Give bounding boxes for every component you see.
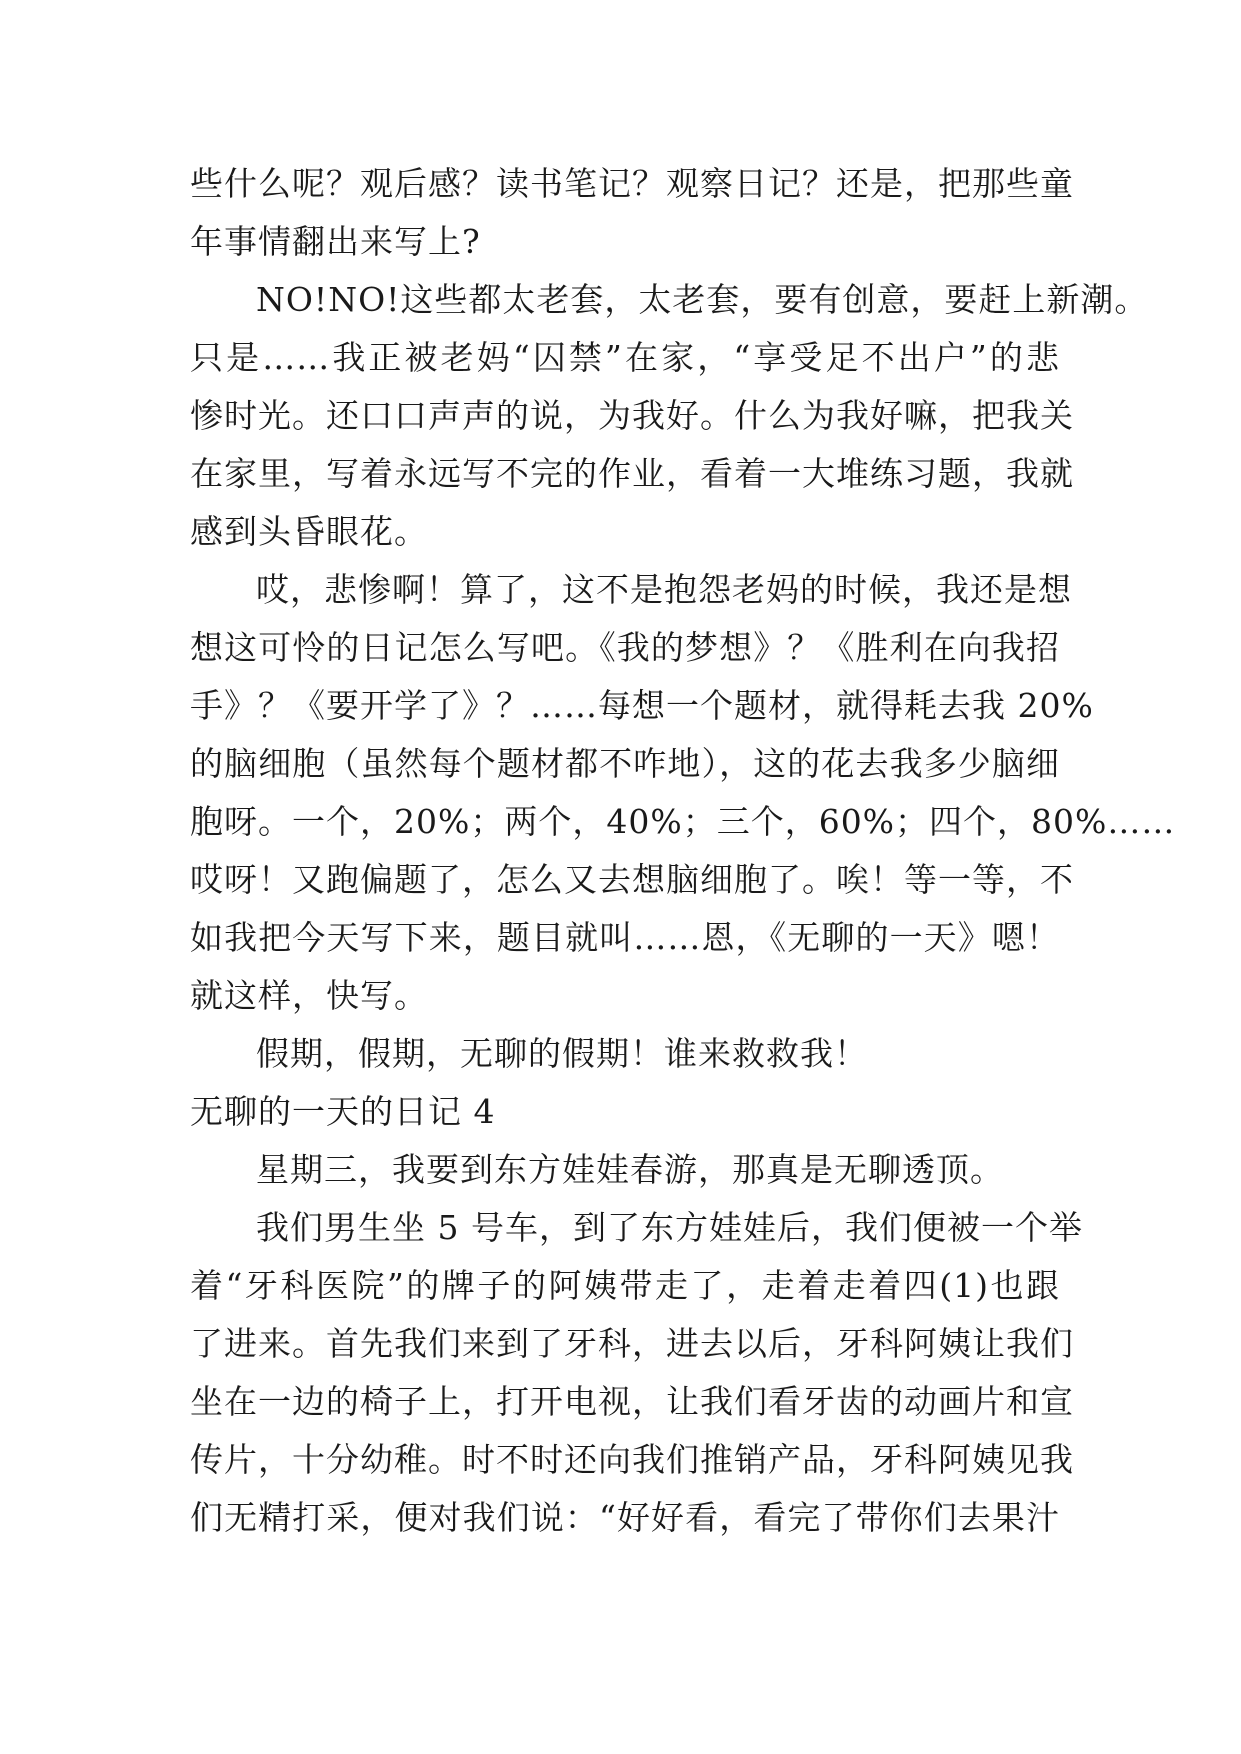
text-line: 手》？《要开学了》？……每想一个题材，就得耗去我 20%	[190, 686, 1094, 725]
paragraph-start-line: 假期，假期，无聊的假期！谁来救救我！	[256, 1034, 868, 1073]
paragraph-start-line: 哎，悲惨啊！算了，这不是抱怨老妈的时候，我还是想	[256, 570, 1072, 609]
paragraph-start-line: NO!NO!这些都太老套，太老套，要有创意，要赶上新潮。	[256, 280, 1149, 319]
text-line: 些什么呢？观后感？读书笔记？观察日记？还是，把那些童	[190, 164, 1074, 203]
text-line: 在家里，写着永远写不完的作业，看着一大堆练习题，我就	[190, 454, 1074, 493]
section-title: 无聊的一天的日记 4	[190, 1092, 496, 1131]
text-line: 坐在一边的椅子上，打开电视，让我们看牙齿的动画片和宣	[190, 1382, 1074, 1421]
text-line: 只是……我正被老妈“囚禁”在家，“享受足不出户”的悲	[190, 338, 1060, 377]
text-line: 如我把今天写下来，题目就叫……恩，《无聊的一天》嗯！	[190, 918, 1060, 957]
document-page	[190, 155, 1176, 1547]
paragraph-start-line: 我们男生坐 5 号车，到了东方娃娃后，我们便被一个举	[256, 1208, 1083, 1247]
text-line: 哎呀！又跑偏题了，怎么又去想脑细胞了。唉！等一等，不	[190, 860, 1074, 899]
text-line: 就这样，快写。	[190, 976, 428, 1015]
text-line: 们无精打采，便对我们说：“好好看，看完了带你们去果汁	[190, 1498, 1060, 1537]
text-line: 感到头昏眼花。	[190, 512, 428, 551]
text-line: 着“牙科医院”的牌子的阿姨带走了，走着走着四(1)也跟	[190, 1266, 1060, 1305]
text-line: 惨时光。还口口声声的说，为我好。什么为我好嘛，把我关	[190, 396, 1074, 435]
text-line: 传片，十分幼稚。时不时还向我们推销产品，牙科阿姨见我	[190, 1440, 1074, 1479]
text-line: 年事情翻出来写上?	[190, 222, 481, 261]
text-line: 胞呀。一个，20%；两个，40%；三个，60%；四个，80%……	[190, 802, 1176, 841]
paragraph-start-line: 星期三，我要到东方娃娃春游，那真是无聊透顶。	[256, 1150, 1004, 1189]
text-line: 想这可怜的日记怎么写吧。《我的梦想》？《胜利在向我招	[190, 628, 1060, 667]
text-line: 了进来。首先我们来到了牙科，进去以后，牙科阿姨让我们	[190, 1324, 1074, 1363]
text-line: 的脑细胞（虽然每个题材都不咋地），这的花去我多少脑细	[190, 744, 1060, 783]
